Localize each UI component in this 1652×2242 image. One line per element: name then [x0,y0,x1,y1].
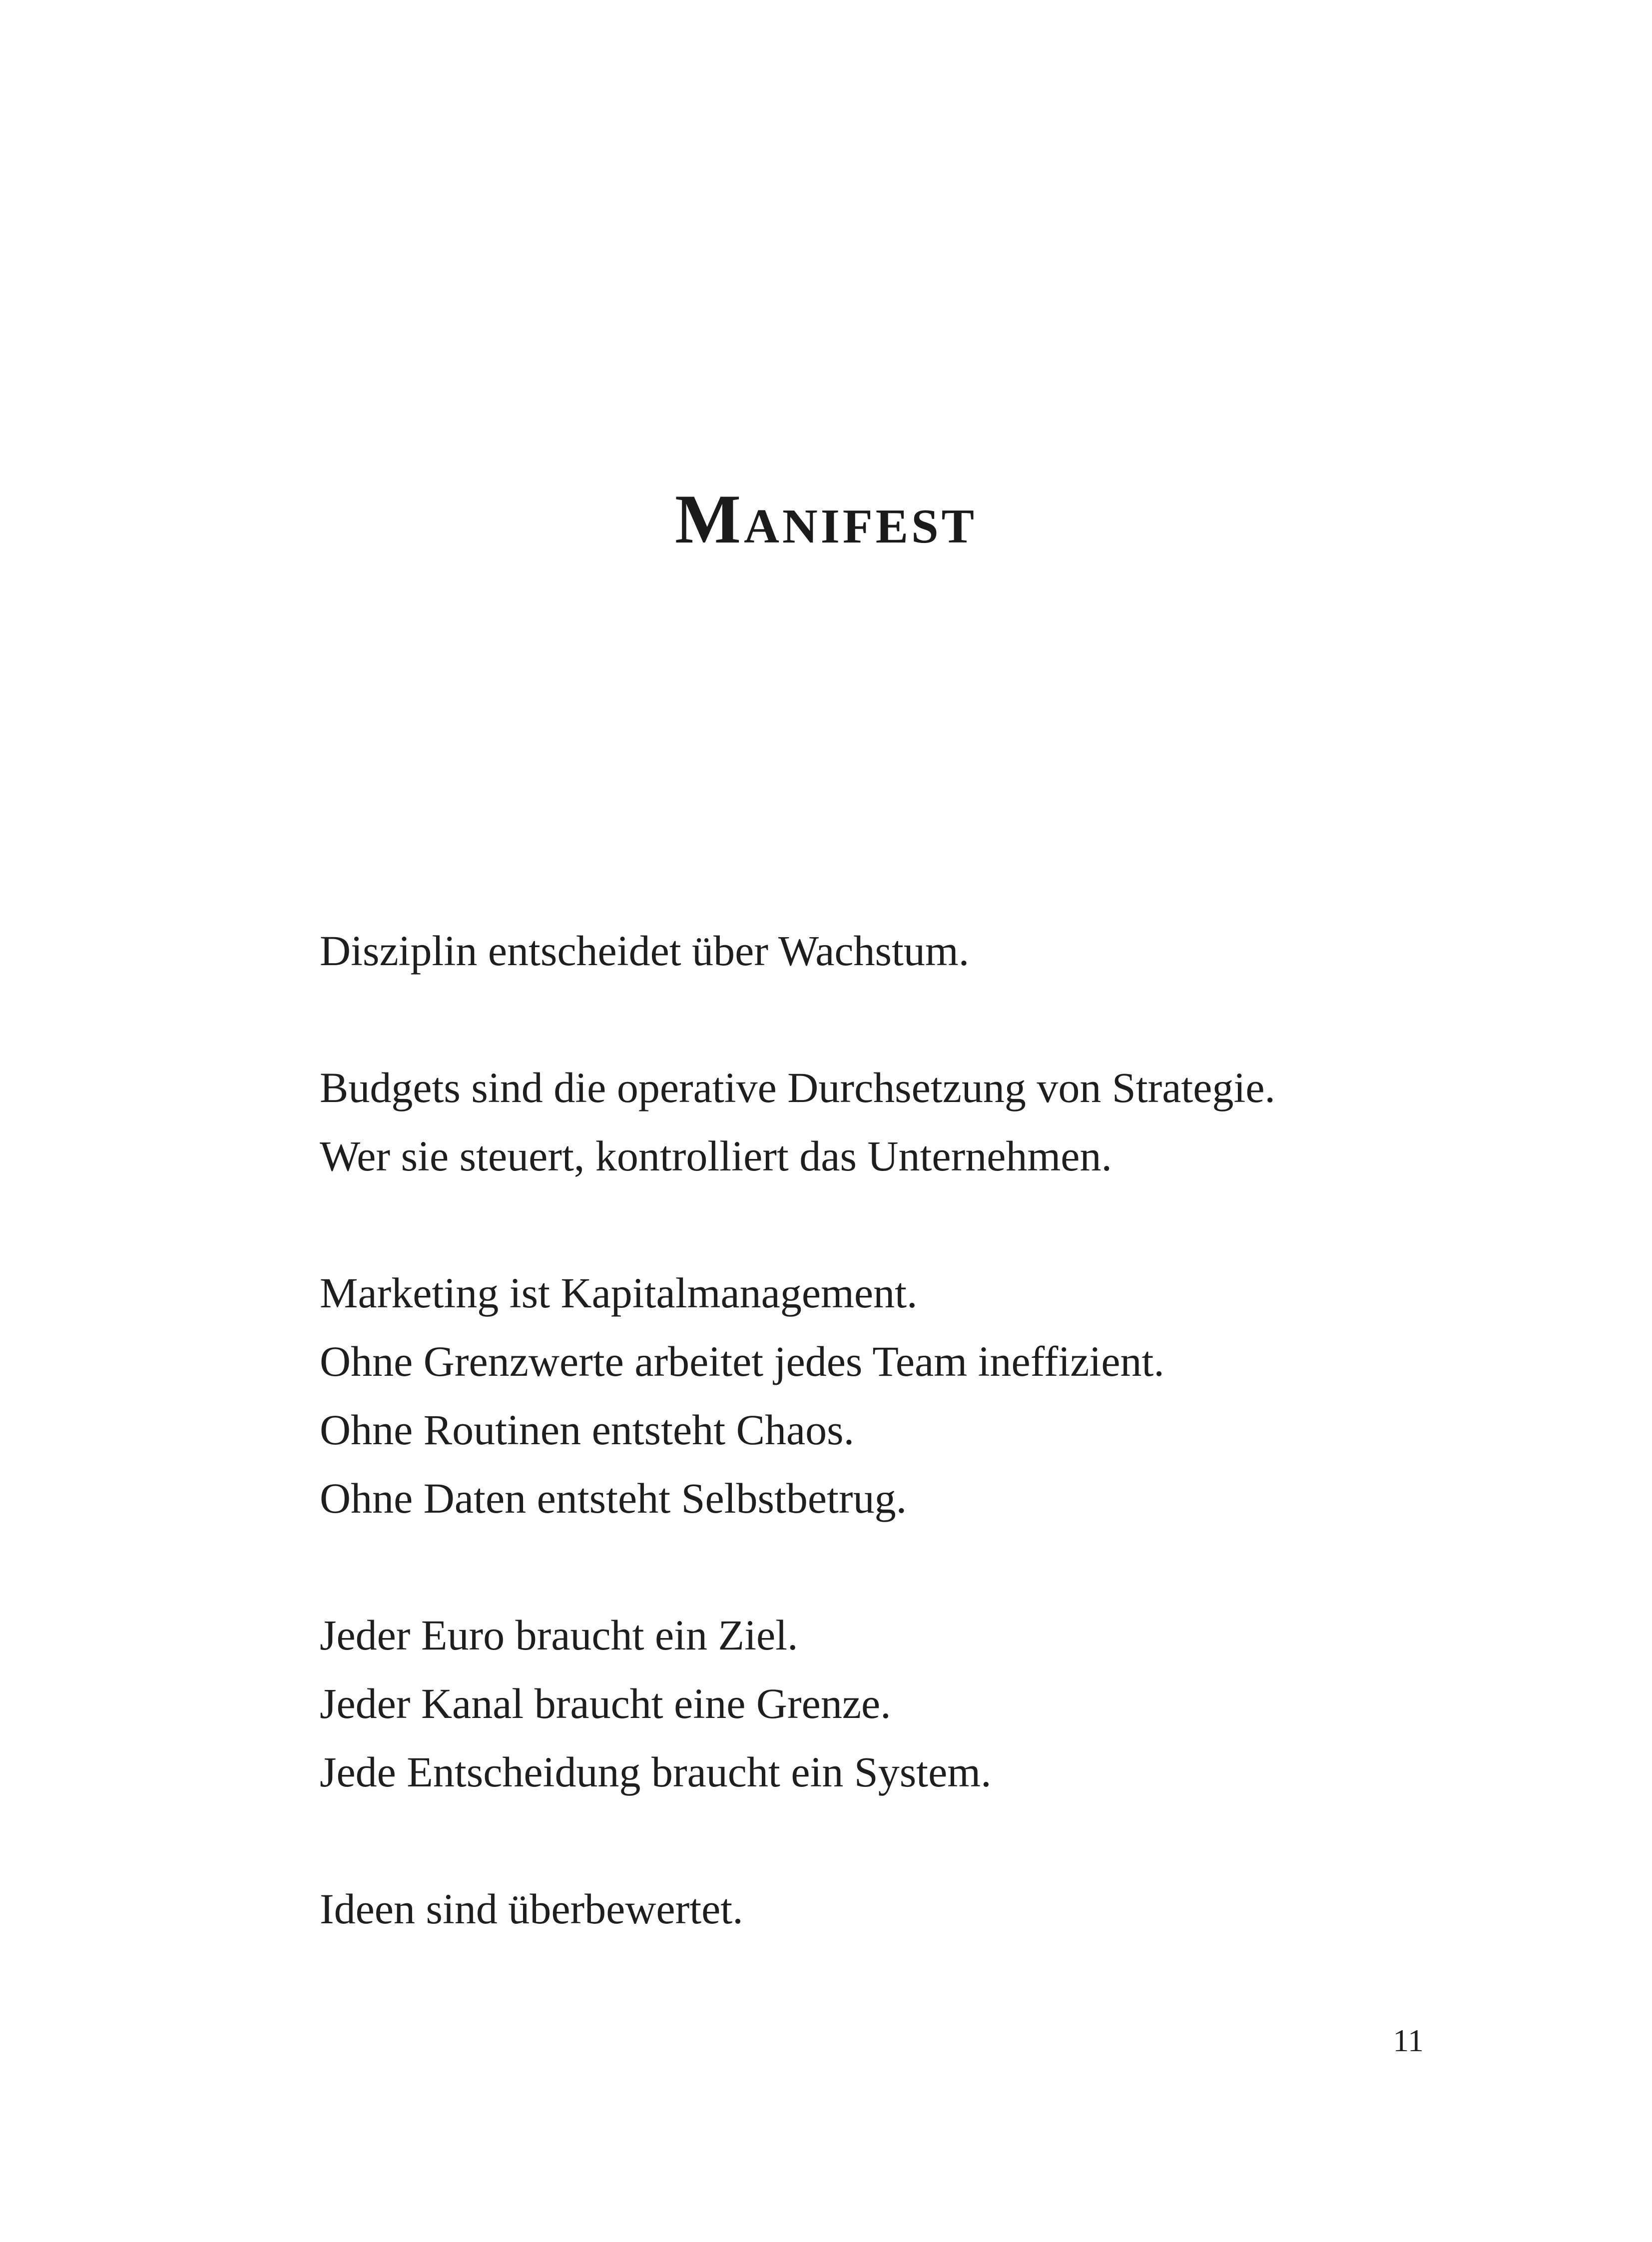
text-line: Wer sie steuert, kontrolliert das Unternehmen. [320,1132,1112,1180]
stanza [320,1054,1369,1190]
text-line: Jeder Euro braucht ein Ziel. [320,1611,798,1659]
text-line: Ohne Daten entsteht Selbstbetrug. [320,1474,907,1522]
manifest-text [320,917,1369,1943]
text-line: Disziplin entscheidet über Wachstum. [320,927,970,975]
text-line: Ohne Grenzwerte arbeitet jedes Team ineffizient. [320,1337,1164,1385]
text-line: Budgets sind die operative Durchsetzung von Strategie. [320,1064,1276,1112]
text-line: Marketing ist Kapitalmanagement. [320,1269,918,1317]
stanza [320,1875,1369,1943]
chapter-title: Manifest [675,481,977,558]
stanza [320,1601,1369,1806]
page-number: 11 [1393,2023,1424,2058]
text-line: Jede Entscheidung braucht ein System. [320,1748,992,1796]
text-line: Ideen sind überbewertet. [320,1885,743,1933]
text-line: Ohne Routinen entsteht Chaos. [320,1406,855,1454]
text-line: Jeder Kanal braucht eine Grenze. [320,1680,891,1727]
stanza [320,1259,1369,1533]
stanza [320,917,1369,985]
